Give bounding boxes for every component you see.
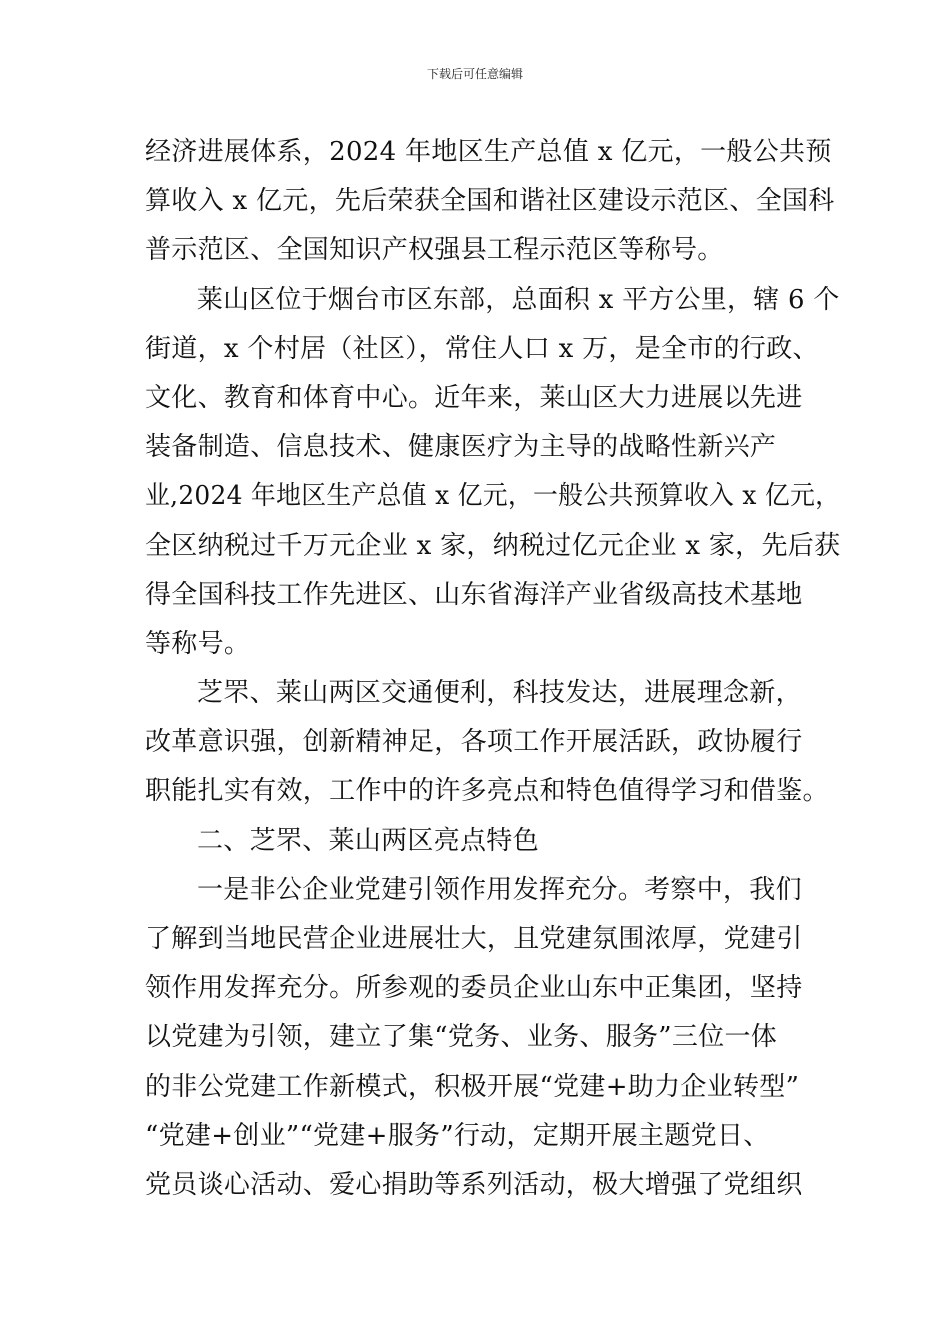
text-line: 了解到当地民营企业进展壮大，且党建氛围浓厚，党建引 xyxy=(145,924,803,954)
text-line: 莱山区位于烟台市区东部，总面积 x 平方公里，辖 6 个 xyxy=(196,284,840,315)
text-line: 经济进展体系，2024 年地区生产总值 x 亿元，一般公共预 xyxy=(145,137,832,167)
text-line: 改革意识强，创新精神足，各项工作开展活跃，政协履行 xyxy=(145,727,803,758)
text-line: 文化、教育和体育中心。近年来，莱山区大力进展以先进 xyxy=(145,382,803,413)
text-line: 领作用发挥充分。所参观的委员企业山东中正集团，坚持 xyxy=(145,973,803,1004)
page-header: 下载后可任意编辑 xyxy=(426,67,523,81)
text-line: 等称号。 xyxy=(145,628,251,659)
text-line: 二、芝罘、莱山两区亮点特色 xyxy=(197,825,539,856)
text-line: 业,2024 年地区生产总值 x 亿元，一般公共预算收入 x 亿元， xyxy=(145,481,841,512)
text-line: 芝罘、莱山两区交通便利，科技发达，进展理念新， xyxy=(197,678,802,709)
text-line: 全区纳税过千万元企业 x 家，纳税过亿元企业 x 家，先后获 xyxy=(145,530,841,561)
text-line: 得全国科技工作先进区、山东省海洋产业省级高技术基地 xyxy=(145,579,803,610)
text-line: “党建+创业”“党建+服务”行动，定期开展主题党日、 xyxy=(145,1120,770,1151)
text-line: 街道，x 个村居（社区），常住人口 x 万，是全市的行政、 xyxy=(145,333,819,364)
text-line: 普示范区、全国知识产权强县工程示范区等称号。 xyxy=(145,235,724,266)
text-line: 以党建为引领，建立了集“党务、业务、服务”三位一体 xyxy=(145,1022,778,1053)
text-line: 一是非公企业党建引领作用发挥充分。考察中，我们 xyxy=(197,874,802,905)
text-line: 算收入 x 亿元，先后荣获全国和谐社区建设示范区、全国科 xyxy=(145,186,835,217)
text-line: 装备制造、信息技术、健康医疗为主导的战略性新兴产 xyxy=(145,432,777,463)
text-line: 职能扎实有效，工作中的许多亮点和特色值得学习和借鉴。 xyxy=(145,776,829,807)
text-line: 党员谈心活动、爱心捐助等系列活动，极大增强了党组织 xyxy=(145,1169,803,1200)
text-line: 的非公党建工作新模式，积极开展“党建+助力企业转型” xyxy=(145,1071,800,1102)
document-body xyxy=(145,128,841,1210)
